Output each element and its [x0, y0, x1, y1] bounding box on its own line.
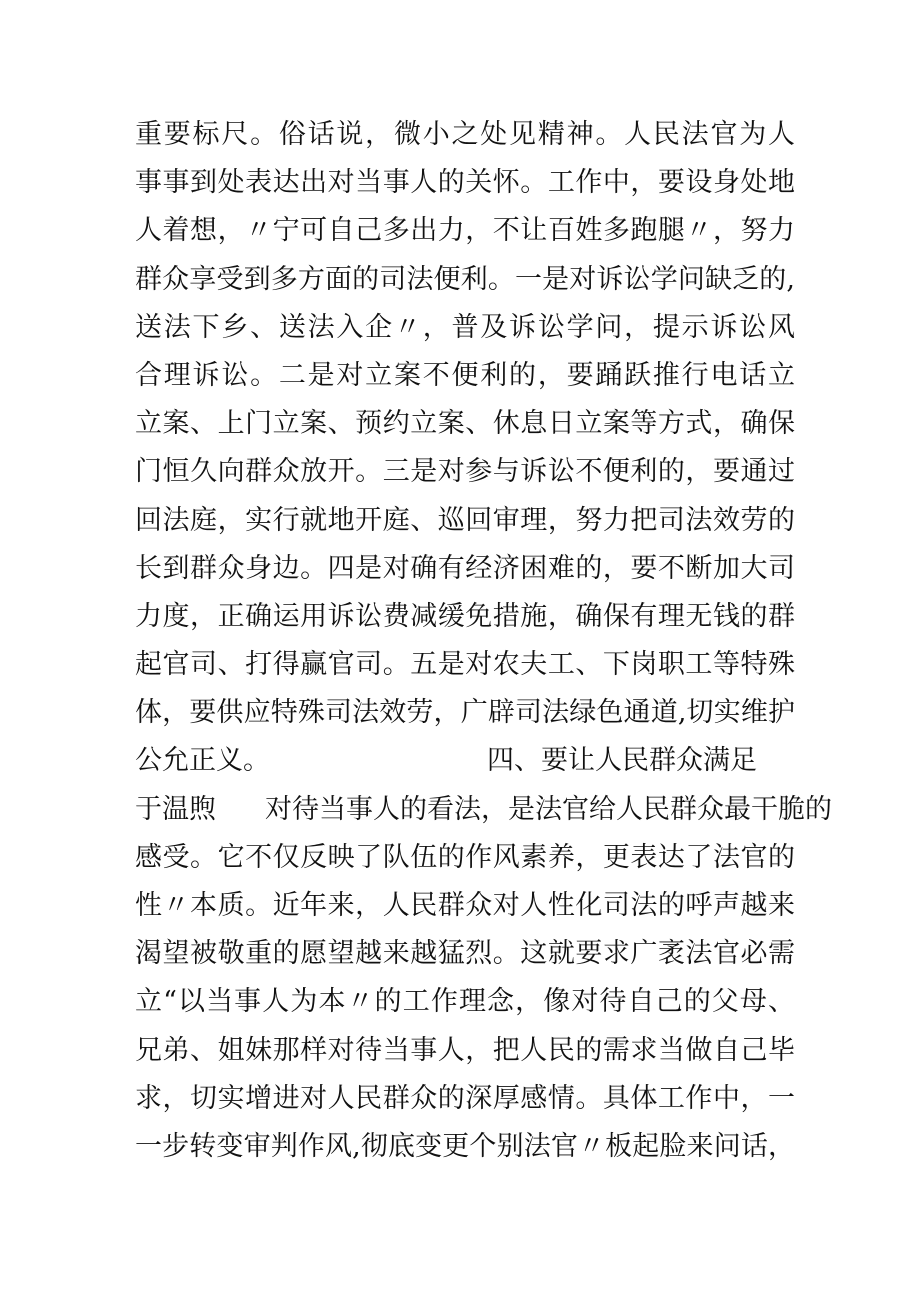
text-line: 力度，正确运用诉讼费减缓免措施，确保有理无钱的群: [135, 600, 795, 632]
section-heading: 四、要让人民群众满足: [487, 745, 757, 777]
text-line: 送法下乡、送法入企〃，普及诉讼学问，提示诉讼风: [135, 311, 795, 343]
text-line: 体，要供应特殊司法效劳，广辟司法绿色通道,切实维护: [135, 697, 795, 729]
text-line: 群众享受到多方面的司法便利。一是对诉讼学问缺乏的,: [135, 263, 795, 295]
text-line: 人着想，〃宁可自己多出力，不让百姓多跑腿〃，努力: [135, 215, 795, 247]
text-line: 求，切实增进对人民群众的深厚感情。具体工作中，一: [135, 1082, 795, 1114]
text-line: 立“以当事人为本〃的工作理念，像对待自己的父母、: [135, 986, 795, 1018]
text-line: 合理诉讼。二是对立案不便利的，要踊跃推行电话立: [135, 359, 795, 391]
text-line: 起官司、打得赢官司。五是对农夫工、下岗职工等特殊: [135, 649, 795, 681]
text-line: 重要标尺。俗话说，微小之处见精神。人民法官为人: [135, 119, 795, 150]
text-line: 立案、上门立案、预约立案、休息日立案等方式，确保: [135, 408, 795, 440]
section-heading-line: [135, 737, 795, 785]
paragraph-ending: 公允正义。: [135, 745, 270, 777]
text-line: 渴望被敬重的愿望越来越猛烈。这就要求广袤法官必需: [135, 938, 795, 970]
text-line: 一步转变审判作风,彻底变更个别法官〃板起脸来问话，: [135, 1130, 795, 1162]
body-text: [135, 111, 832, 1171]
text-line: 性〃本质。近年来，人民群众对人性化司法的呼声越来: [135, 890, 795, 921]
text-line: 事事到处表达出对当事人的关怀。工作中，要设身处地: [135, 167, 795, 199]
text-line: 长到群众身边。四是对确有经济困难的，要不断加大司: [135, 552, 795, 584]
text-line: 回法庭，实行就地开庭、巡回审理，努力把司法效劳的: [135, 504, 795, 536]
text-line: 门恒久向群众放开。三是对参与诉讼不便利的，要通过: [135, 456, 795, 488]
text-line: 感受。它不仅反映了队伍的作风素养，更表达了法官的: [135, 841, 795, 873]
section-heading-continuation: 于温煦: [135, 793, 216, 825]
section-heading-continuation-line: [135, 786, 832, 834]
text-line: 兄弟、姐妹那样对待当事人，把人民的需求当做自己毕: [135, 1034, 795, 1066]
paragraph-start: 对待当事人的看法，是法官给人民群众最干脆的: [265, 793, 832, 825]
